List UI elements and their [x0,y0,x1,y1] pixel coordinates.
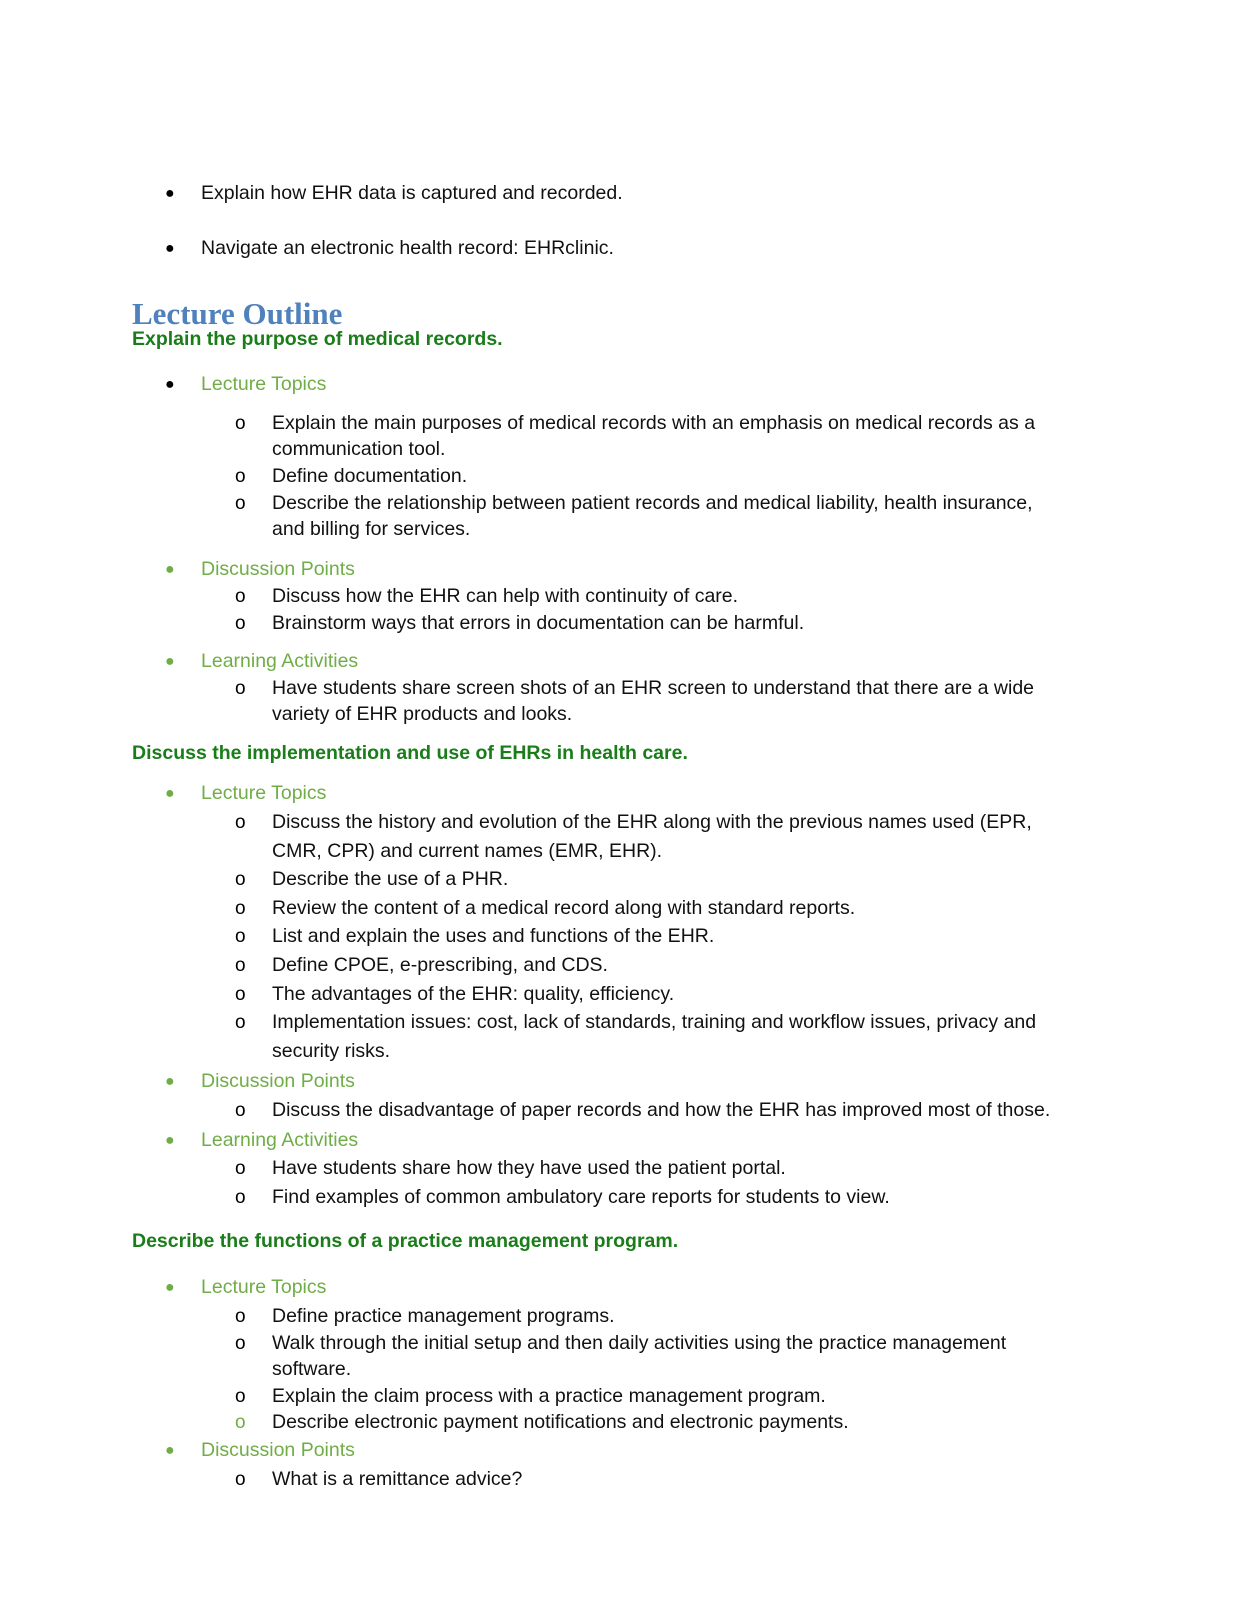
circle-bullet-icon: o [235,1412,246,1433]
circle-bullet-icon: o [235,1187,246,1208]
circle-bullet-icon: o [235,898,246,919]
circle-bullet-icon: o [235,1469,246,1490]
group-label: Discussion Points [201,1439,355,1461]
circle-bullet-icon: o [235,466,246,487]
bullet-icon: ● [165,1279,175,1296]
circle-bullet-icon: o [235,1386,246,1407]
list-item: Explain the main purposes of medical records with an emphasis on medical records as a [272,412,1036,434]
intro-item: Explain how EHR data is captured and recorded. [201,182,623,204]
list-item: Discuss the disadvantage of paper records and how the EHR has improved most of those. [272,1099,1051,1121]
list-item: List and explain the uses and functions of the EHR. [272,925,715,947]
bullet-icon: ● [165,1073,175,1090]
group-label: Learning Activities [201,1129,359,1151]
group-label: Discussion Points [201,1070,355,1092]
circle-bullet-icon: o [235,1333,246,1354]
page-heading: Lecture Outline [132,296,343,331]
section-title: Explain the purpose of medical records. [132,328,503,350]
list-item: Find examples of common ambulatory care reports for students to view. [272,1186,890,1208]
bullet-icon: ● [165,240,175,257]
list-item: Walk through the initial setup and then daily activities using the practice management [272,1332,1007,1354]
list-item: Have students share how they have used the patient portal. [272,1157,786,1179]
list-item: Define practice management programs. [272,1305,615,1327]
circle-bullet-icon: o [235,586,246,607]
circle-bullet-icon: o [235,955,246,976]
list-item-continuation: security risks. [272,1040,391,1062]
circle-bullet-icon: o [235,984,246,1005]
list-item: The advantages of the EHR: quality, efficiency. [272,983,675,1005]
list-item: Implementation issues: cost, lack of standards, training and workflow issues, privacy and [272,1011,1037,1033]
circle-bullet-icon: o [235,1158,246,1179]
list-item: Describe the relationship between patient records and medical liability, health insurance, [272,492,1033,514]
list-item-continuation: variety of EHR products and looks. [272,703,573,725]
circle-bullet-icon: o [235,413,246,434]
list-item: Discuss the history and evolution of the EHR along with the previous names used (EPR, [272,811,1032,833]
list-item-continuation: and billing for services. [272,518,471,540]
list-item: What is a remittance advice? [272,1468,523,1490]
circle-bullet-icon: o [235,1306,246,1327]
group-label: Learning Activities [201,650,359,672]
list-item: Brainstorm ways that errors in documentation can be harmful. [272,612,805,634]
list-item: Define CPOE, e-prescribing, and CDS. [272,954,608,976]
circle-bullet-icon: o [235,812,246,833]
intro-item: Navigate an electronic health record: EHRclinic. [201,237,614,259]
group-label: Lecture Topics [201,373,327,395]
section-title: Discuss the implementation and use of EHRs in health care. [132,742,688,764]
section-title: Describe the functions of a practice management program. [132,1230,679,1252]
bullet-icon: ● [165,185,175,202]
circle-bullet-icon: o [235,493,246,514]
bullet-icon: ● [165,561,175,578]
list-item: Review the content of a medical record along with standard reports. [272,897,856,919]
bullet-icon: ● [165,376,175,393]
bullet-icon: ● [165,1442,175,1459]
list-item-continuation: communication tool. [272,438,446,460]
bullet-icon: ● [165,653,175,670]
list-item: Describe the use of a PHR. [272,868,509,890]
list-item: Have students share screen shots of an EHR screen to understand that there are a wide [272,677,1035,699]
circle-bullet-icon: o [235,869,246,890]
bullet-icon: ● [165,785,175,802]
list-item: Describe electronic payment notifications and electronic payments. [272,1411,849,1433]
circle-bullet-icon: o [235,1012,246,1033]
bullet-icon: ● [165,1132,175,1149]
circle-bullet-icon: o [235,926,246,947]
list-item-continuation: CMR, CPR) and current names (EMR, EHR). [272,840,663,862]
group-label: Lecture Topics [201,1276,327,1298]
group-label: Lecture Topics [201,782,327,804]
list-item: Explain the claim process with a practice management program. [272,1385,826,1407]
list-item: Discuss how the EHR can help with continuity of care. [272,585,739,607]
group-label: Discussion Points [201,558,355,580]
list-item: Define documentation. [272,465,468,487]
list-item-continuation: software. [272,1358,352,1380]
circle-bullet-icon: o [235,613,246,634]
circle-bullet-icon: o [235,1100,246,1121]
circle-bullet-icon: o [235,678,246,699]
